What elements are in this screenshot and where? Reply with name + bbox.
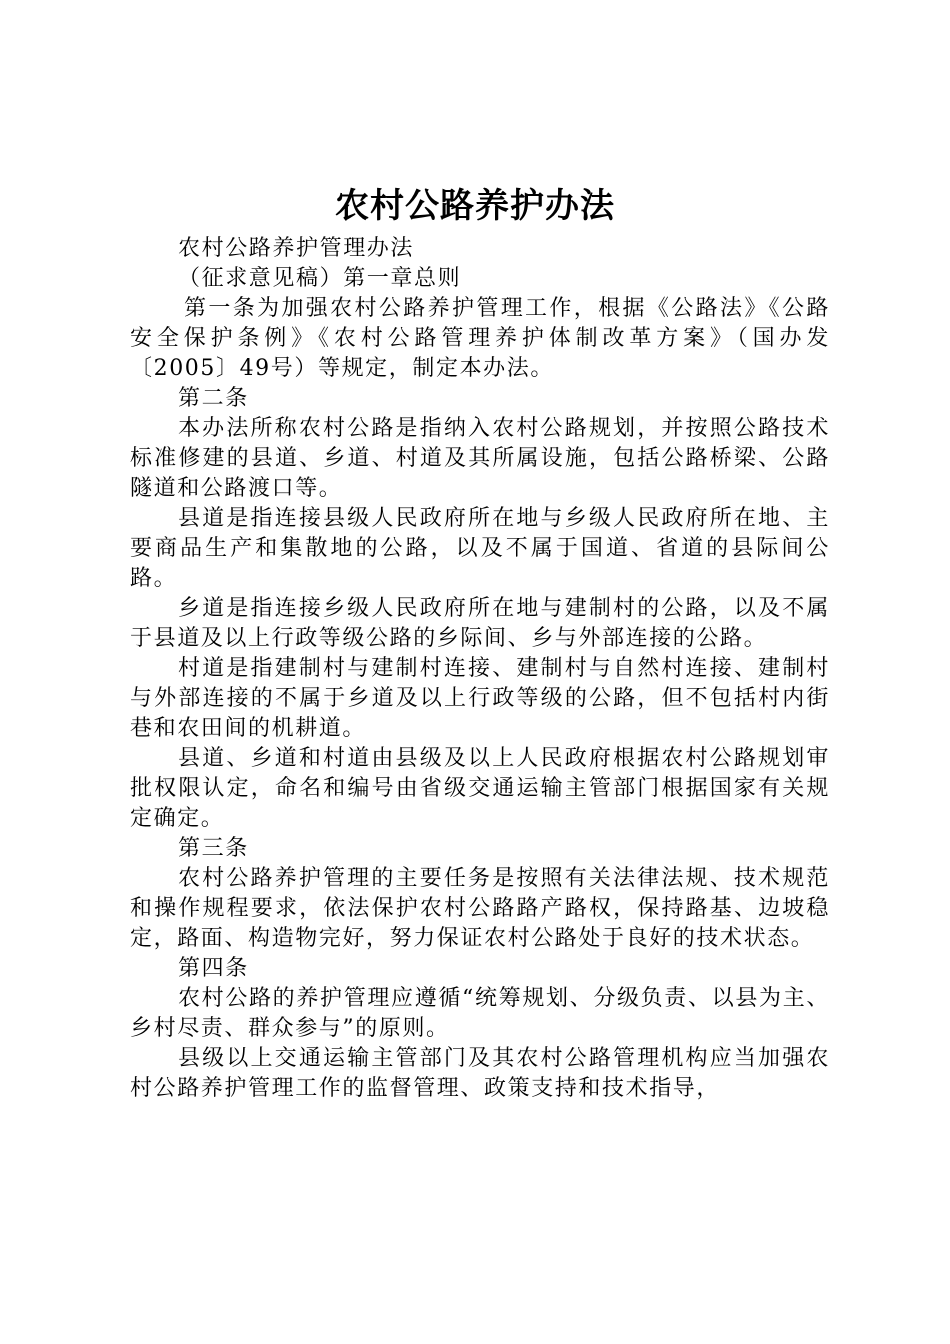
paragraph-chapter-heading: （征求意见稿）第一章总则 — [178, 266, 462, 291]
paragraph-township-road: 乡道是指连接乡级人民政府所在地与建制村的公路，以及不属于县道及以上行政等级公路的乡际间、乡与外部连接的公路。 — [130, 596, 830, 651]
paragraph-article-4-principle: 农村公路的养护管理应遵循“统筹规划、分级负责、以县为主、乡村尽责、群众参与”的原则。 — [130, 986, 830, 1041]
paragraph-article-3-heading: 第三条 — [178, 836, 249, 861]
paragraph-article-4-heading: 第四条 — [178, 956, 249, 981]
paragraph-subtitle: 农村公路养护管理办法 — [178, 236, 415, 261]
paragraph-article-3-body: 农村公路养护管理的主要任务是按照有关法律法规、技术规范和操作规程要求，依法保护农村公路路产路权，保持路基、边坡稳定，路面、构造物完好，努力保证农村公路处于良好的技术状态。 — [130, 866, 830, 951]
document-title: 农村公路养护办法 — [335, 186, 615, 226]
paragraph-article-1: 第一条为加强农村公路养护管理工作，根据《公路法》《公路安全保护条例》《农村公路管理养护体制改革方案》（国办发〔2005〕49号）等规定，制定本办法。 — [130, 296, 830, 381]
paragraph-county-road: 县道是指连接县级人民政府所在地与乡级人民政府所在地、主要商品生产和集散地的公路，以及不属于国道、省道的县际间公路。 — [130, 506, 830, 591]
paragraph-article-2-heading: 第二条 — [178, 386, 249, 411]
document-body — [130, 234, 830, 1104]
paragraph-article-2-body: 本办法所称农村公路是指纳入农村公路规划，并按照公路技术标准修建的县道、乡道、村道及其所属设施，包括公路桥梁、公路隧道和公路渡口等。 — [130, 416, 830, 501]
paragraph-village-road: 村道是指建制村与建制村连接、建制村与自然村连接、建制村与外部连接的不属于乡道及以上行政等级的公路，但不包括村内街巷和农田间的机耕道。 — [130, 656, 830, 741]
paragraph-article-4-supervision: 县级以上交通运输主管部门及其农村公路管理机构应当加强农村公路养护管理工作的监督管理、政策支持和技术指导， — [130, 1046, 830, 1101]
paragraph-road-designation: 县道、乡道和村道由县级及以上人民政府根据农村公路规划审批权限认定，命名和编号由省级交通运输主管部门根据国家有关规定确定。 — [130, 746, 830, 831]
